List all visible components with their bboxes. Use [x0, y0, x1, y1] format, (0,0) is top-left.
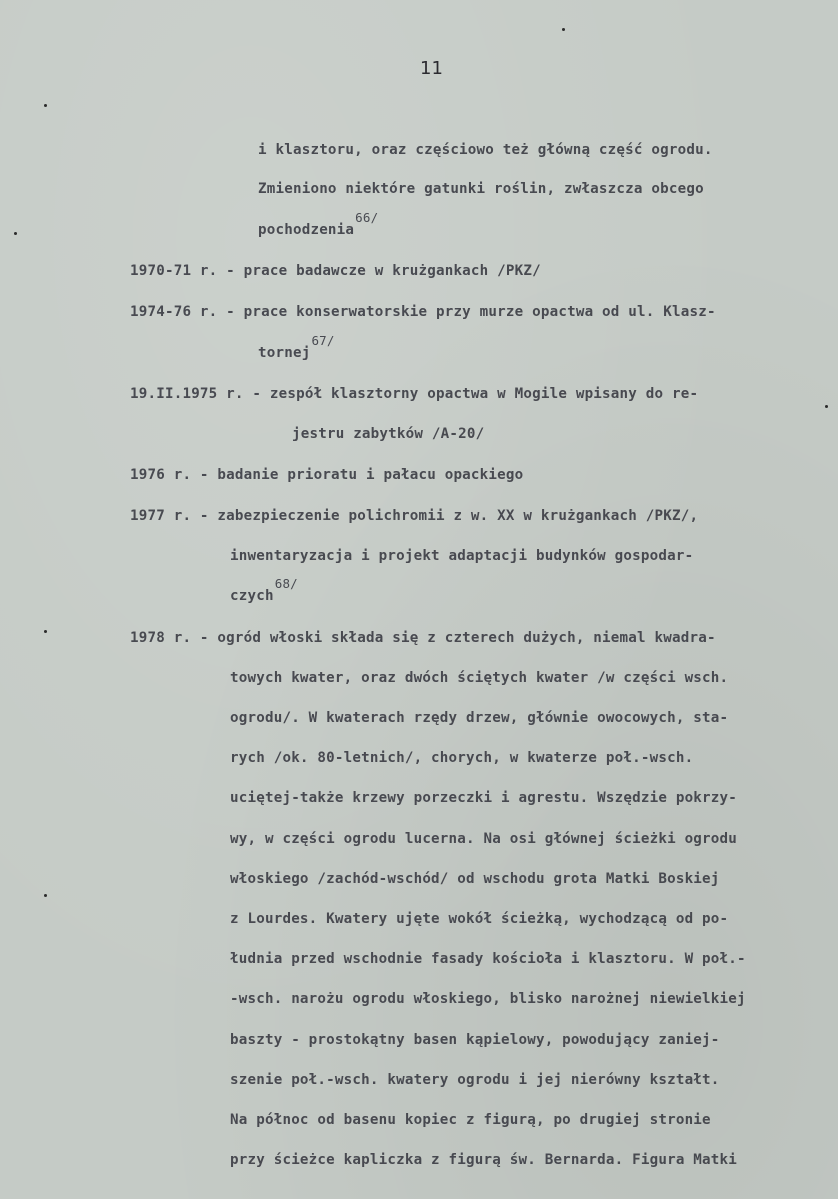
text-line: rych /ok. 80-letnich/, chorych, w kwaterze poł.-wsch.	[230, 750, 694, 766]
paper-speck	[44, 104, 47, 107]
text-line: towych kwater, oraz dwóch ściętych kwater /w części wsch.	[230, 670, 729, 686]
text-line: z Lourdes. Kwatery ujęte wokół ścieżką, wychodzącą od po-	[230, 911, 729, 927]
paper-speck	[825, 405, 828, 408]
paper-speck	[562, 28, 565, 31]
text-line: inwentaryzacja i projekt adaptacji budynków gospodar-	[230, 548, 694, 564]
text-line: włoskiego /zachód-wschód/ od wschodu grota Matki Boskiej	[230, 871, 720, 887]
text-line: 1970-71 r. - prace badawcze w krużgankach /PKZ/	[130, 263, 541, 279]
text-line: Na północ od basenu kopiec z figurą, po drugiej stronie	[230, 1112, 711, 1128]
text-line: Zmieniono niektóre gatunki roślin, zwłaszcza obcego	[258, 181, 704, 197]
footnote-ref-68: 68/	[274, 576, 298, 591]
text-line: 19.II.1975 r. - zespół klasztorny opactwa w Mogile wpisany do re-	[130, 386, 699, 402]
text-line: szenie poł.-wsch. kwatery ogrodu i jej nierówny kształt.	[230, 1072, 720, 1088]
text-line: i klasztoru, oraz częściowo też główną część ogrodu.	[258, 142, 713, 158]
paper-speck	[44, 894, 47, 897]
page-number: 11	[420, 58, 443, 79]
text-line: przy ścieżce kapliczka z figurą św. Bernarda. Figura Matki	[230, 1152, 738, 1168]
text-line: wy, w części ogrodu lucerna. Na osi głównej ścieżki ogrodu	[230, 831, 738, 847]
text-line: 1977 r. - zabezpieczenie polichromii z w. XX w krużgankach /PKZ/,	[130, 508, 699, 524]
paper-speck	[14, 232, 17, 235]
text-line: czych68/	[230, 576, 298, 604]
paper-speck	[44, 630, 47, 633]
text-line: uciętej-także krzewy porzeczki i agrestu. Wszędzie pokrzy-	[230, 790, 738, 806]
text-line: 1974-76 r. - prace konserwatorskie przy murze opactwa od ul. Klasz-	[130, 304, 716, 320]
text-line: 1978 r. - ogród włoski składa się z czterech dużych, niemal kwadra-	[130, 630, 716, 646]
text-line: -wsch. narożu ogrodu włoskiego, blisko narożnej niewielkiej	[230, 991, 746, 1007]
text-line: łudnia przed wschodnie fasady kościoła i klasztoru. W poł.-	[230, 951, 746, 967]
text-line: jestru zabytków /A-20/	[292, 426, 485, 442]
text-line: tornej67/	[258, 333, 335, 361]
text-line: 1976 r. - badanie prioratu i pałacu opackiego	[130, 467, 524, 483]
text-line: pochodzenia66/	[258, 210, 379, 238]
footnote-ref-67: 67/	[311, 333, 335, 348]
text-line: ogrodu/. W kwaterach rzędy drzew, głównie owocowych, sta-	[230, 710, 729, 726]
text-line: baszty - prostokątny basen kąpielowy, powodujący zaniej-	[230, 1032, 720, 1048]
footnote-ref-66: 66/	[355, 210, 379, 225]
